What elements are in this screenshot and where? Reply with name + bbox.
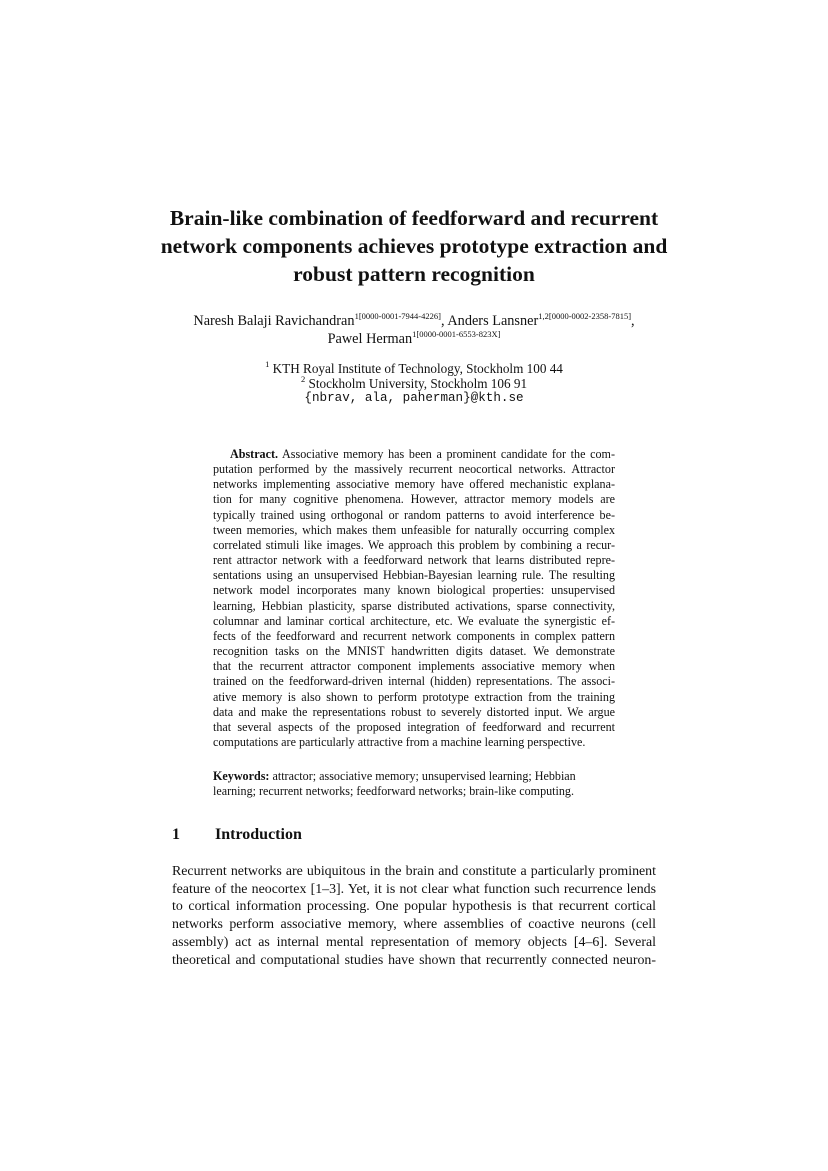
abstract-line: fects of the feedforward and recurrent network components in complex pattern <box>213 628 615 643</box>
body-line: to cortical information processing. One popular hypothesis is that recurrent cortical <box>172 899 656 915</box>
abstract-line: network model incorporates many known biological properties: unsupervised <box>213 583 615 598</box>
abstract-line: rent attractor network with a feedforward network that learns distributed repre- <box>213 553 615 568</box>
affiliation-marker: 1 <box>265 359 270 369</box>
abstract-text: Associative memory has been a prominent candidate for the com- <box>278 447 615 461</box>
affiliation-line <box>120 361 708 376</box>
abstract-line: trained on the feedforward-driven internal (hidden) representations. The associ- <box>213 674 615 689</box>
author-separator: , <box>631 313 635 329</box>
abstract-label: Abstract. <box>230 447 279 461</box>
body-paragraph <box>172 863 656 969</box>
abstract-line: tween memories, which makes them unfeasible for naturally occurring complex <box>213 522 615 537</box>
affiliation-marker: 2 <box>300 374 306 384</box>
abstract-line: ative memory is also shown to perform prototype extraction from the training <box>213 689 615 704</box>
abstract-line: correlated stimuli like images. We approach this problem by combining a recur- <box>213 537 615 552</box>
body-line: theoretical and computational studies have shown that recurrently connected neuron- <box>172 952 656 968</box>
affiliation-text: KTH Royal Institute of Technology, Stockholm 100 44 <box>269 361 563 376</box>
author-orcid: 1[0000-0001-7944-4226] <box>354 311 441 321</box>
author-name: Pawel Herman <box>327 331 413 347</box>
paper-title <box>150 204 678 288</box>
author-orcid: 1[0000-0001-6553-823X] <box>412 329 501 339</box>
body-line: assembly) act as internal mental representation of memory objects [4–6]. Several <box>172 934 656 950</box>
keywords-line <box>213 769 615 784</box>
body-line: Recurrent networks are ubiquitous in the brain and constitute a particularly prominent <box>172 864 656 879</box>
title-line: network components achieves prototype extraction and <box>160 234 668 258</box>
section-number: 1 <box>172 826 180 843</box>
abstract-line: tion for many cognitive phenomena. However, attractor memory models are <box>213 492 615 507</box>
abstract-line: computations are particularly attractive from a machine learning perspective. <box>213 734 586 749</box>
author-orcid: 1,2[0000-0002-2358-7815] <box>538 311 632 321</box>
affiliations <box>120 361 708 406</box>
abstract-line: that the recurrent attractor component implements associative memory when <box>213 659 615 674</box>
abstract-line <box>213 447 615 462</box>
author-line <box>120 312 708 330</box>
abstract-line: putation performed by the massively recurrent neocortical networks. Attractor <box>213 462 615 477</box>
abstract-line: that several aspects of the proposed integration of feedforward and recurrent <box>213 719 615 734</box>
body-line: networks perform associative memory, where assemblies of coactive neurons (cell <box>172 917 656 933</box>
abstract-line: typically trained using orthogonal or random patterns to avoid interference be- <box>213 507 615 522</box>
abstract-line: data and make the representations robust to severely distorted input. We argue <box>213 704 615 719</box>
author-separator: , <box>440 313 448 329</box>
title-line: robust pattern recognition <box>293 262 535 286</box>
abstract-line: columnar and laminar cortical architecture, etc. We evaluate the synergistic ef- <box>213 613 615 628</box>
author-list <box>120 312 708 348</box>
abstract-line: networks implementing associative memory have offered mechanistic explana- <box>213 477 615 492</box>
author-name: Naresh Balaji Ravichandran <box>193 313 355 329</box>
section-heading <box>172 825 302 845</box>
body-line: feature of the neocortex [1–3]. Yet, it is not clear what function such recurrence lends <box>172 881 656 897</box>
author-line <box>120 330 708 348</box>
keywords <box>213 769 615 799</box>
section-title: Introduction <box>215 826 302 843</box>
abstract-line: sentations using an unsupervised Hebbian-Bayesian learning rule. The resulting <box>213 568 615 583</box>
keywords-label: Keywords: <box>213 769 270 783</box>
contact-email: {nbrav, ala, paherman}@kth.se <box>304 391 524 405</box>
abstract-line: recognition tasks on the MNIST handwritten digits dataset. We demonstrate <box>213 644 615 659</box>
keywords-line: learning; recurrent networks; feedforward networks; brain-like computing. <box>213 784 575 799</box>
author-name: Anders Lansner <box>447 313 539 329</box>
keywords-text: attractor; associative memory; unsupervised learning; Hebbian <box>269 769 576 783</box>
affiliation-line <box>120 376 708 391</box>
affiliation-text: Stockholm University, Stockholm 106 91 <box>305 376 528 391</box>
title-line: Brain-like combination of feedforward and recurrent <box>169 206 659 230</box>
abstract-line: learning, Hebbian plasticity, sparse distributed activations, sparse connectivity, <box>213 598 615 613</box>
abstract <box>213 447 615 750</box>
